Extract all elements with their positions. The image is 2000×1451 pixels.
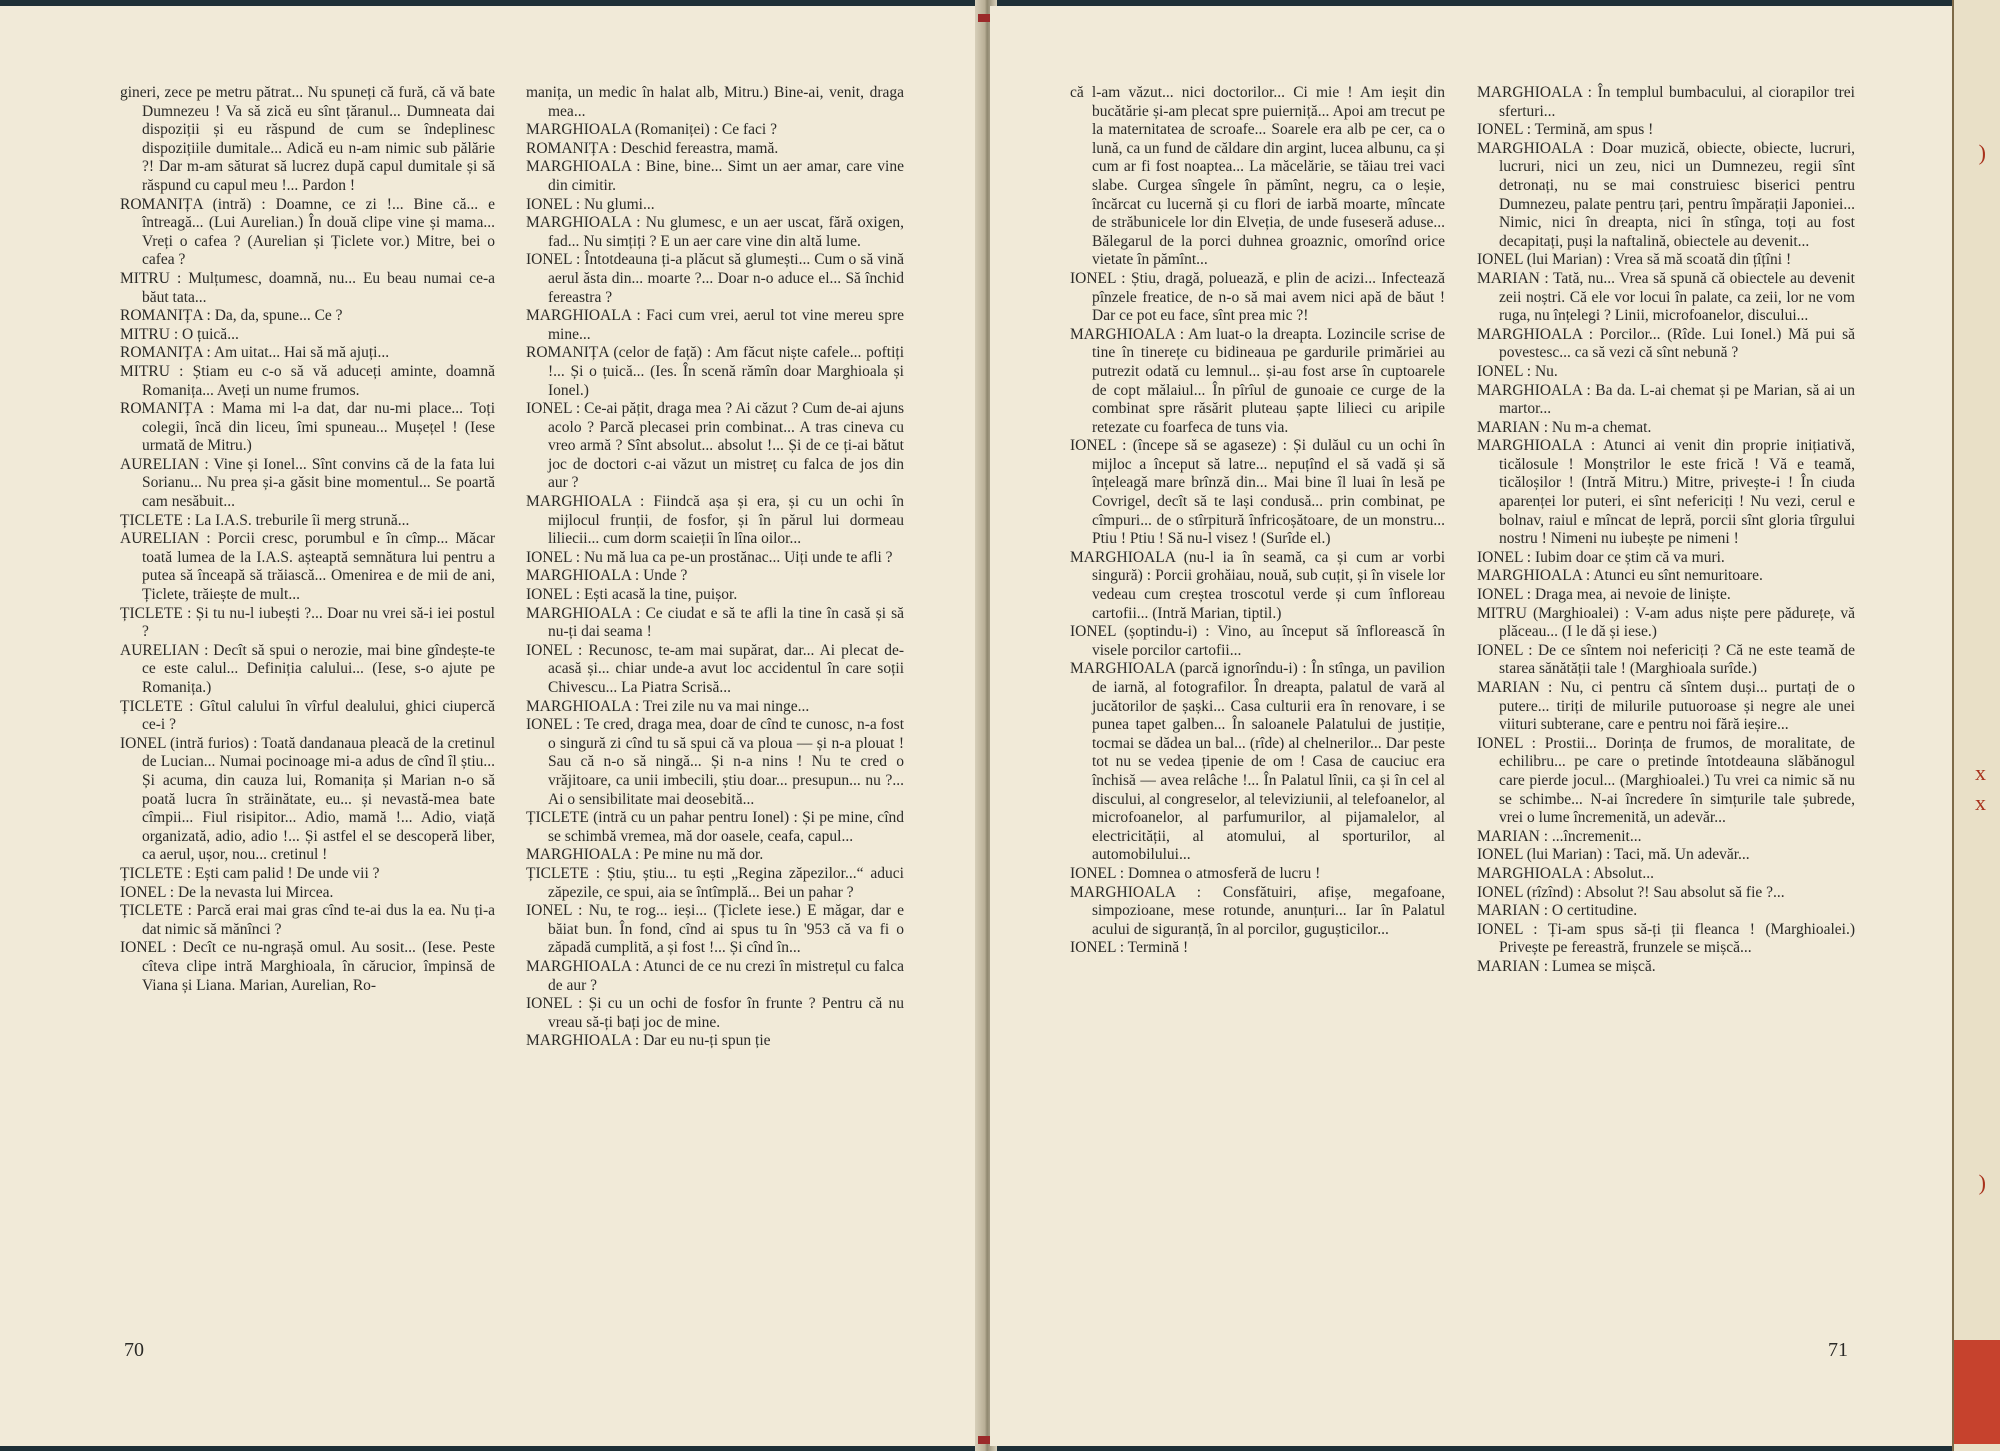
play-paragraph: MARGHIOALA (nu-l ia în seamă, ca și cum ar vorbi singură) : Porcii grohăiau, nouă, sub cuțit, și în visele lor vedeau cum creștea troscotul verde și cum înfloreau cartofii... (Intră Marian, tiptil.) xyxy=(1070,548,1445,622)
page-number-right: 71 xyxy=(1828,1339,1848,1361)
play-paragraph: MARGHIOALA : Atunci de ce nu crezi în mistrețul cu falca de aur ? xyxy=(526,957,904,994)
play-paragraph: IONEL : Prostii... Dorința de frumos, de moralitate, de echilibru... pe care o pretinde întotdeauna slăbănogul care pierde jocul... (Marghioalei.) Tu vrei ca nimic să nu se schimbe... N-ai încredere în simțurile tale șubrede, vrei o lume încremenită, un adevăr... xyxy=(1477,734,1855,827)
play-paragraph: IONEL : Știu, dragă, poluează, e plin de acizi... Infectează pînzele freatice, de n-o să mai avem nici apă de băut ! Dar ce pot eu face, sînt prea mic ?! xyxy=(1070,269,1445,325)
play-paragraph: AURELIAN : Vine și Ionel... Sînt convins că de la fata lui Sorianu... Nu prea și-a găsit bine momentul... Se poartă cam nesăbuit... xyxy=(120,455,495,511)
left-page xyxy=(0,6,985,1446)
play-paragraph: că l-am văzut... nici doctorilor... Ci mie ! Am ieșit din bucătărie și-am plecat spre puierniță... Apoi am trecut pe la maternitatea de scroafe... Soarele era alb pe cer, ca o lună, ca un fund de căldare din argint, lucea albunu, ca și cum ar fi fost noaptea... La măcelărie, se tăiau trei vaci slabe. Curgea sîngele în pămînt, negru, ca o leșie, încărcat cu lucernă și cu flori de iarbă moarte, mîncate de străbunicele lor din Elveția, de unde fuseseră aduse... Bălegarul de la porci duhnea groaznic, omorînd orice vietate în pămînt... xyxy=(1070,84,1445,269)
play-paragraph: IONEL : Decît ce nu-ngrașă omul. Au sosit... (Iese. Peste cîteva clipe intră Marghioala, în cărucior, împinsă de Viana și Liana. Marian, Aurelian, Ro- xyxy=(120,939,495,994)
play-paragraph: MARGHIOALA : Am luat-o la dreapta. Lozincile scrise de tine în tinerețe cu bidineaua pe gardurile primăriei au putrezit odată cu lemnul... și-au fost arse în cuptoarele de copt mălaiul... În pîrîul de gunoaie ce curge de la combinat spre răsărit pluteau șapte lilieci cu aripile retezate cu foarfeca de tuns via. xyxy=(1070,325,1445,436)
play-paragraph: ȚICLETE : Ești cam palid ! De unde vii ? xyxy=(120,864,380,882)
play-paragraph: MARIAN : Nu, ci pentru că sîntem duși... purtați de o putere... tiriți de milurile putuoroase și negre ale unei viituri subterane, care e pentru noi fără ieșire... xyxy=(1477,679,1855,734)
play-paragraph: MARGHIOALA : Trei zile nu va mai ninge... xyxy=(526,697,810,715)
play-paragraph: IONEL (lui Marian) : Taci, mă. Un adevăr... xyxy=(1477,846,1750,864)
play-paragraph: IONEL (lui Marian) : Vrea să mă scoată din țîțîni ! xyxy=(1477,251,1792,269)
play-paragraph: MARGHIOALA : Atunci eu sînt nemuritoare. xyxy=(1477,567,1763,585)
play-paragraph: IONEL : Termină, am spus ! xyxy=(1477,121,1654,139)
play-paragraph: IONEL : Domnea o atmosferă de lucru ! xyxy=(1070,864,1321,882)
play-paragraph: IONEL : Ești acasă la tine, puișor. xyxy=(526,586,738,604)
play-paragraph: IONEL : Nu mă lua ca pe-un prostănac... Uiți unde te afli ? xyxy=(526,548,893,566)
play-paragraph: IONEL : Întotdeauna ți-a plăcut să glumești... Cum o să vină aerul ăsta din... moarte ?... Doar n-o aduce el... Să închid fereastra ? xyxy=(526,251,904,306)
edge-red-mark: x xyxy=(1975,790,1986,815)
play-paragraph: MARGHIOALA : În templul bumbacului, al ciorapilor trei sferturi... xyxy=(1477,84,1855,120)
play-paragraph: MARGHIOALA : Atunci ai venit din proprie inițiativă, ticălosule ! Monștrilor le este frică ! Vă e teamă, ticăloșilor ! (Intră Mitru.) Mitre, privește-i ! În ciuda aparenței lor puteri, ei sînt nefericiți ! Nu vezi, cerul e bolnav, raiul e mîncat de lepră, porcii sînt gloria tîrgului nostru ! Nimeni nu iubește pe nimeni ! xyxy=(1477,437,1855,548)
play-paragraph: MARGHIOALA : Ba da. L-ai chemat și pe Marian, să ai un martor... xyxy=(1477,381,1855,418)
left-page-column-1 xyxy=(120,84,495,995)
play-paragraph: ȚICLETE : Știu, știu... tu ești „Regina zăpezilor...“ aduci zăpezile, ce spui, aia se întîmplă... Bei un pahar ? xyxy=(526,864,904,901)
play-paragraph: MARGHIOALA : Unde ? xyxy=(526,567,688,585)
play-paragraph: IONEL : Te cred, draga mea, doar de cînd te cunosc, n-a fost o singură zi cînd tu să spui că va ploua — și n-a plouat ! Sau că n-o să ningă... Și n-a nins ! Nu te cred o vrăjitoare, ca unii imbecili, știu doar... presupun... nu ?... Ai o sensibilitate mai deosebită... xyxy=(526,716,904,808)
play-paragraph: MARGHIOALA : Consfătuiri, afișe, megafoane, simpozioane, mese rotunde, anunțuri... Iar în Palatul acului de siguranță, în al porcilor, gugușticilor... xyxy=(1070,883,1445,938)
play-paragraph: ȚICLETE : Și tu nu-l iubești ?... Doar nu vrei să-i iei postul ? xyxy=(120,604,495,641)
play-paragraph: MARGHIOALA : Faci cum vrei, aerul tot vine mereu spre mine... xyxy=(526,307,904,343)
play-paragraph: MARGHIOALA : Fiindcă așa și era, și cu un ochi în mijlocul frunții, de fosfor, și în părul lui dormeau liliecii... cum dorm scaieții în lîna oilor... xyxy=(526,493,904,548)
play-paragraph: MARIAN : Tată, nu... Vrea să spună că obiectele au devenit zeii noștri. Că ele vor locui în palate, ca zeii, lor ne vom ruga, nu înțelegi ? Linii, microfoanelor, discului... xyxy=(1477,269,1855,325)
play-paragraph: IONEL : Ți-am spus să-ți ții fleanca ! (Marghioalei.) Privește pe fereastră, frunzele se mișcă... xyxy=(1477,920,1855,957)
play-paragraph: IONEL : Iubim doar ce știm că va muri. xyxy=(1477,548,1725,566)
play-paragraph: MARIAN : Lumea se mișcă. xyxy=(1477,957,1656,975)
play-paragraph: ROMANIȚA : Deschid fereastra, mamă. xyxy=(526,139,779,157)
play-paragraph: MARGHIOALA : Dar eu nu-ți spun ție xyxy=(526,1032,771,1050)
play-paragraph: gineri, zece pe metru pătrat... Nu spuneți că fură, că vă bate Dumnezeu ! Va să zică eu sînt țăranul... Dumneata dai dispoziții și eu răspund de cum se îndeplinesc dispozițiile dumitale... Adică eu n-am nimic sub pălărie ?! Dar m-am săturat să lucrez după capul dumitale și să răspund cu capul meu !... Pardon ! xyxy=(120,84,495,194)
play-paragraph: ȚICLETE : Gîtul calului în vîrful dealului, ghici ciupercă ce-i ? xyxy=(120,697,495,734)
play-paragraph: MARGHIOALA : Bine, bine... Simt un aer amar, care vine din cimitir. xyxy=(526,158,904,194)
right-page-column-1 xyxy=(1070,84,1445,958)
play-paragraph: AURELIAN : Decît să spui o nerozie, mai bine gîndește-te ce este calul... Definiția calului... (Iese, s-o ajute pe Romanița.) xyxy=(120,641,495,696)
play-paragraph: IONEL : Draga mea, ai nevoie de liniște. xyxy=(1477,586,1731,604)
edge-red-mark: ) xyxy=(1978,140,1986,165)
play-paragraph: ROMANIȚA : Mama mi l-a dat, dar nu-mi place... Toți colegii, încă din liceu, îmi spuneau... Mușețel ! (Iese urmată de Mitru.) xyxy=(120,400,495,455)
play-paragraph: IONEL : Nu glumi... xyxy=(526,195,655,213)
right-page-column-2 xyxy=(1477,84,1855,977)
play-paragraph: MITRU : O țuică... xyxy=(120,325,239,343)
play-paragraph: MARGHIOALA : Pe mine nu mă dor. xyxy=(526,846,764,864)
play-paragraph: ROMANIȚA (celor de față) : Am făcut niște cafele... poftiți !... Și o țuică... (Ies. În scenă rămîn doar Marghioala și Ionel.) xyxy=(526,344,904,399)
left-page-column-2 xyxy=(526,84,904,1051)
play-paragraph: MITRU : Știam eu c-o să vă aduceți aminte, doamnă Romanița... Aveți un nume frumos. xyxy=(120,362,495,399)
play-paragraph: MARGHIOALA (parcă ignorîndu-i) : În stînga, un pavilion de iarnă, al fotografilor. În dreapta, palatul de vară al jucătorilor de șașki... Casa culturii era în renovare, i se punea tapet galben... În saloanele Palatului de justiție, tocmai se dădea un bal... (rîde) al chelnerilor... Dar peste tot nu se vedea țipenie de om ! Casa de cauciuc era închisă — avea relâche !... În Palatul lînii, ca și în cel al discului, al congreselor, al televiziunii, al telefoanelor, al microfoanelor, al parfumurilor, al pijamalelor, al electricității, al atomului, al sporturilor, al automobilului... xyxy=(1070,660,1445,864)
play-paragraph: ROMANIȚA (intră) : Doamne, ce zi !... Bine că... e întreagă... (Lui Aurelian.) În două clipe vine și mama... Vreți o cafea ? (Aurelian și Țiclete vor.) Mitre, bei o cafea ? xyxy=(120,195,495,269)
play-paragraph: MITRU (Marghioalei) : V-am adus niște pere pădurețe, vă plăceau... (I le dă și iese.) xyxy=(1477,604,1855,641)
play-paragraph: MARIAN : O certitudine. xyxy=(1477,902,1638,920)
play-paragraph: IONEL : De la nevasta lui Mircea. xyxy=(120,883,334,901)
play-paragraph: MITRU : Mulțumesc, doamnă, nu... Eu beau numai ce-a băut tata... xyxy=(120,269,495,306)
play-paragraph: ȚICLETE : Parcă erai mai gras cînd te-ai dus la ea. Nu ți-a dat nimic să mănînci ? xyxy=(120,902,495,938)
play-paragraph: IONEL : Termină ! xyxy=(1070,939,1189,957)
play-paragraph: MARGHIOALA : Nu glumesc, e un aer uscat, fără oxigen, fad... Nu simțiți ? E un aer care vine din altă lume. xyxy=(526,214,904,250)
play-paragraph: MARGHIOALA (Romaniței) : Ce faci ? xyxy=(526,121,777,139)
play-paragraph: MARGHIOALA : Porcilor... (Rîde. Lui Ionel.) Mă pui să povestesc... ca să vezi că sînt nebună ? xyxy=(1477,325,1855,362)
play-paragraph: MARGHIOALA : Absolut... xyxy=(1477,864,1654,882)
edge-red-mark: ) xyxy=(1978,1170,1986,1195)
play-paragraph: IONEL : Nu, te rog... ieși... (Țiclete iese.) E măgar, dar e băiat bun. În fond, cînd ai spus tu în '953 că va fi o zăpadă cumplită, a și fost !... Și cînd în... xyxy=(526,902,904,957)
play-paragraph: ȚICLETE : La I.A.S. treburile îi merg strună... xyxy=(120,511,410,529)
play-paragraph: MARIAN : Nu m-a chemat. xyxy=(1477,418,1652,436)
play-paragraph: IONEL : Ce-ai pățit, draga mea ? Ai căzut ? Cum de-ai ajuns acolo ? Parcă plecasei prin combinat... A tras cineva cu vreo armă ? Sînt absolut... absolut !... Și de ce ți-ai bătut joc de doctori c-ai văzut un mistreț cu falca de jos din aur ? xyxy=(526,400,904,492)
play-paragraph: MARGHIOALA : Ce ciudat e să te afli la tine în casă și să nu-ți dai seama ! xyxy=(526,604,904,641)
edge-pattern-block xyxy=(1954,1340,2000,1444)
play-paragraph: MARGHIOALA : Doar muzică, obiecte, obiecte, lucruri, lucruri, nici un zeu, nici un Dumnezeu, regii sînt detronați, nu se mai construiesc biserici pentru Dumnezeu, palate pentru țari, pentru împărații Japoniei... Nimic, nici în dreapta, nici în stînga, toți au fost decapitați, puși la naftalină, obiectele au devenit... xyxy=(1477,139,1855,250)
play-paragraph: IONEL (intră furios) : Toată dandanaua pleacă de la cretinul de Lucian... Numai pocinoage mi-a adus de cînd îl știu... Și acuma, din cauza lui, Romanița și Marian n-o să poată lucra în străinătate, eu... și nevastă-mea bate cîmpii... Fiul risipitor... Adio, mamă !... Adio, viață organizată, adio, adio !... Și astfel el se descoperă liber, ca aerul, ușor, nou... cretinul ! xyxy=(120,734,495,864)
play-paragraph: AURELIAN : Porcii cresc, porumbul e în cîmp... Măcar toată lumea de la I.A.S. așteaptă semnătura lui pentru a putea să înceapă să trăiască... Omenirea e de mii de ani, Țiclete, trăiește de mult... xyxy=(120,530,495,604)
play-paragraph: ȚICLETE (intră cu un pahar pentru Ionel) : Și pe mine, cînd se schimbă vremea, mă dor oasele, ceafa, capul... xyxy=(526,809,904,845)
play-paragraph: MARIAN : ...încremenit... xyxy=(1477,827,1642,845)
play-paragraph: ROMANIȚA : Da, da, spune... Ce ? xyxy=(120,307,343,325)
play-paragraph: IONEL : Recunosc, te-am mai supărat, dar... Ai plecat de-acasă și... chiar unde-a avut loc accidentul în care soții Chivescu... La Piatra Scrisă... xyxy=(526,641,904,696)
play-paragraph: IONEL : Nu. xyxy=(1477,362,1558,380)
play-paragraph: IONEL : (începe să se agaseze) : Și dulăul cu un ochi în mijloc a început să latre... nepuțînd el să vadă și să înțeleagă mare brînză din... Mai bine îl luai în lesă pe Covrigel, decît să te lași condusă... prin combinat, pe cîmpuri... de o stîrpitură înfricoșătoare, de un monstru... Ptiu ! Ptiu ! Să nu-l visez ! (Surîde el.) xyxy=(1070,437,1445,548)
play-paragraph: IONEL : De ce sîntem noi nefericiți ? Că ne este teamă de starea sănătății tale ! (Marghioala surîde.) xyxy=(1477,641,1855,678)
play-paragraph: IONEL : Și cu un ochi de fosfor în frunte ? Pentru că nu vreau să-ți bați joc de mine. xyxy=(526,995,904,1031)
page-edge-stack xyxy=(1952,0,2000,1451)
play-paragraph: ROMANIȚA : Am uitat... Hai să mă ajuți... xyxy=(120,344,390,362)
edge-red-mark: x xyxy=(1975,760,1986,785)
play-paragraph: IONEL (rîzînd) : Absolut ?! Sau absolut să fie ?... xyxy=(1477,883,1785,901)
page-number-left: 70 xyxy=(124,1339,144,1361)
right-page xyxy=(990,6,1954,1446)
play-paragraph: manița, un medic în halat alb, Mitru.) Bine-ai, venit, draga mea... xyxy=(526,84,904,120)
play-paragraph: IONEL (șoptindu-i) : Vino, au început să înflorească în visele porcilor cartofii... xyxy=(1070,623,1445,659)
